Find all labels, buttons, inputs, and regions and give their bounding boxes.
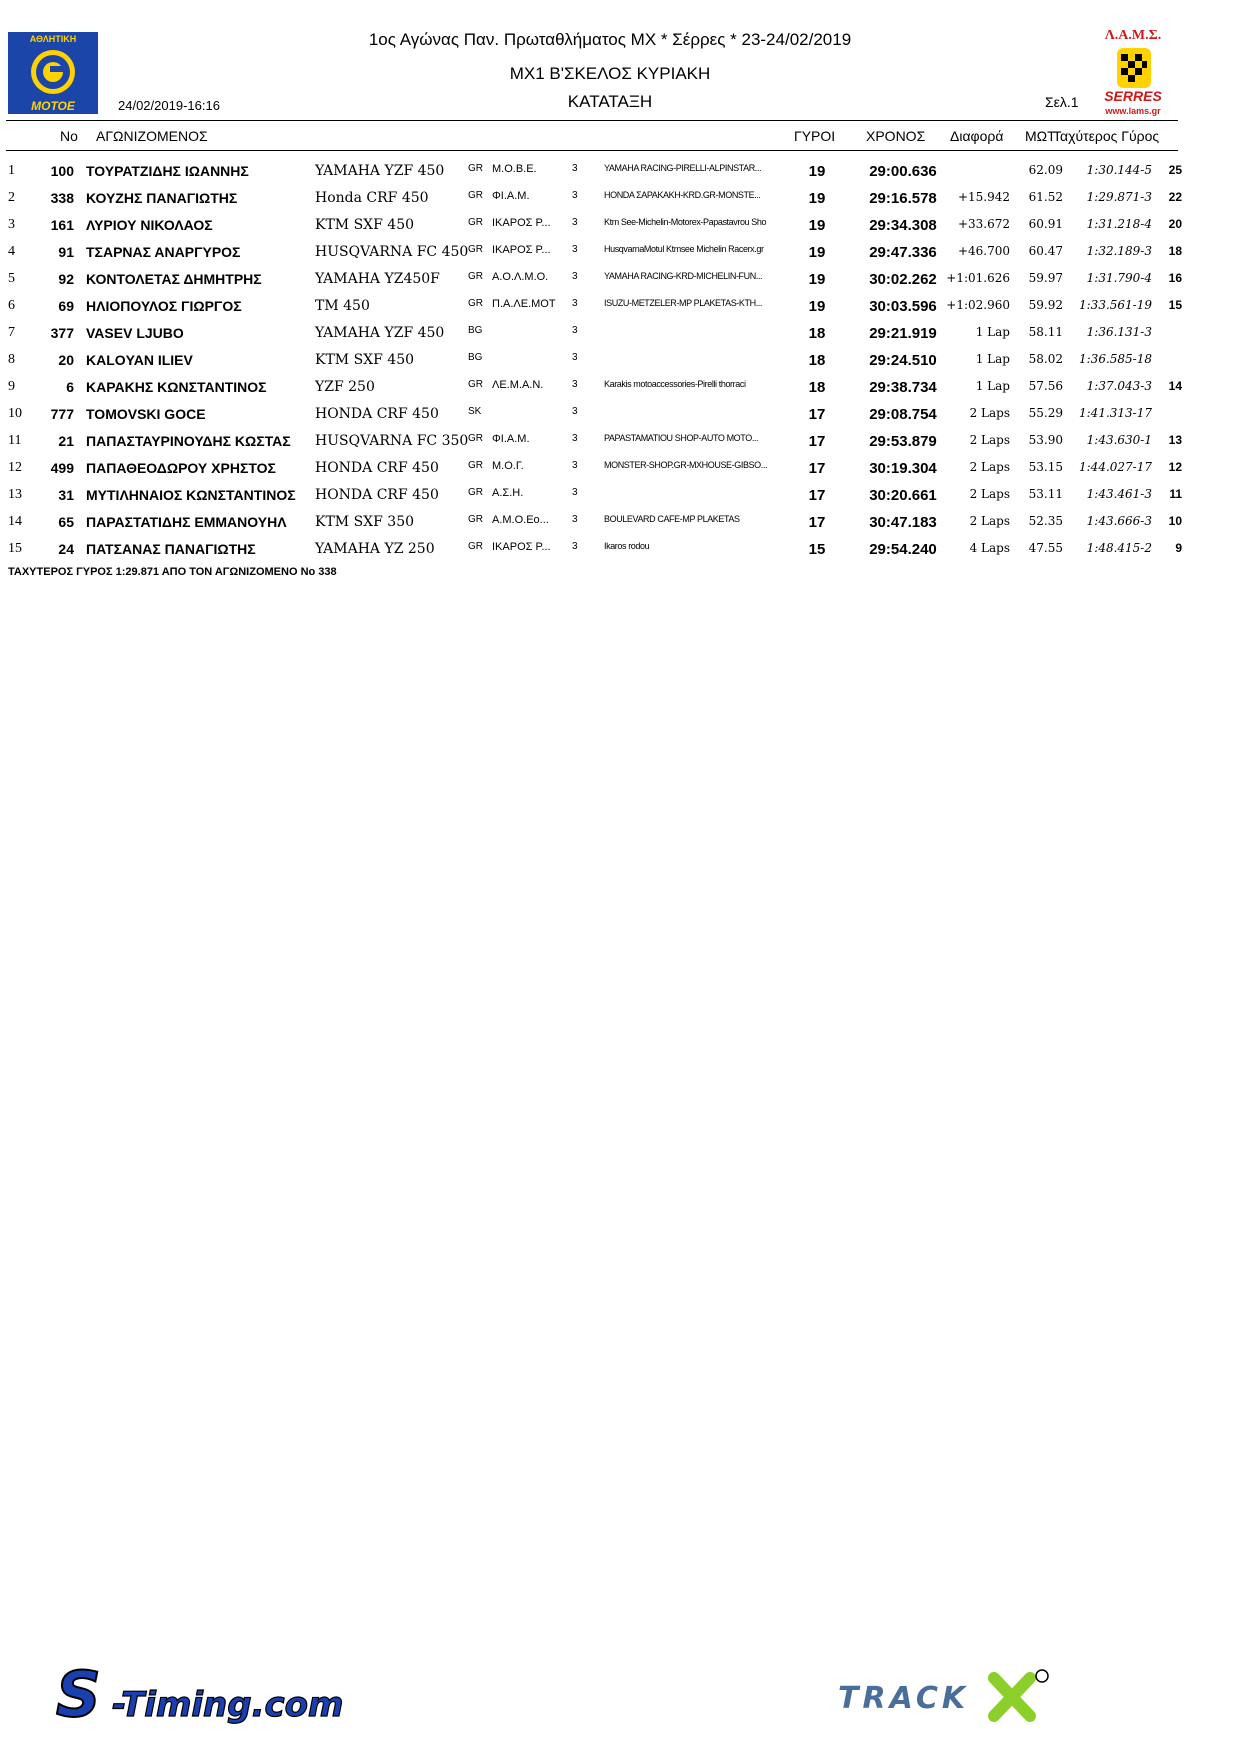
nationality: GR (468, 244, 483, 255)
row-position: 7 (8, 325, 15, 340)
row-position: 12 (8, 460, 22, 475)
class-code: 3 (572, 325, 578, 336)
class-code: 3 (572, 460, 578, 471)
nationality: GR (468, 298, 483, 309)
laps-count: 17 (808, 406, 826, 423)
gap-to-leader: 1 Lap (975, 379, 1010, 393)
gap-to-leader: 2 Laps (969, 514, 1010, 528)
best-lap-time: 1:30.144-5 (1086, 163, 1152, 177)
total-time: 30:03.596 (869, 298, 937, 315)
gap-to-leader: +1:01.626 (946, 271, 1010, 285)
trackx-x-mark (994, 1678, 1030, 1716)
table-row (0, 163, 1240, 189)
row-position: 4 (8, 244, 15, 259)
bike-model: HONDA CRF 450 (315, 460, 439, 476)
rider-number: 65 (58, 514, 74, 530)
nationality: GR (468, 433, 483, 444)
avg-speed: 52.35 (1028, 514, 1063, 528)
team-sponsors: BOULEVARD CAFE-MP PLAKETAS (604, 514, 740, 524)
team-sponsors: ISUZU-METZELER-MP PLAKETAS-KTH... (604, 298, 762, 308)
lams-url: www.lams.gr (1105, 106, 1161, 116)
best-lap-time: 1:33.561-19 (1079, 298, 1152, 312)
gap-to-leader: +33.672 (957, 217, 1010, 231)
rider-name: KALOYAN ILIEV (86, 352, 193, 368)
row-position: 15 (8, 541, 22, 556)
avg-speed: 57.56 (1028, 379, 1063, 393)
bike-model: Honda CRF 450 (315, 190, 429, 206)
best-lap-time: 1:41.313-17 (1079, 406, 1152, 420)
nationality: GR (468, 271, 483, 282)
class-code: 3 (572, 271, 578, 282)
avg-speed: 53.11 (1028, 487, 1063, 501)
class-code: 3 (572, 163, 578, 174)
total-time: 30:47.183 (869, 514, 937, 531)
results-heading: ΚΑΤΑΤΑΞΗ (567, 92, 653, 111)
row-position: 14 (8, 514, 22, 529)
total-time: 29:08.754 (869, 406, 937, 423)
rider-number: 92 (58, 271, 74, 287)
avg-speed: 60.91 (1028, 217, 1063, 231)
table-row (0, 271, 1240, 297)
table-row (0, 433, 1240, 459)
total-time: 29:16.578 (869, 190, 937, 207)
row-position: 13 (8, 487, 22, 502)
rider-number: 91 (58, 244, 74, 260)
team-sponsors: Ktm See-Michelin-Motorex-Papastavrou Sho (604, 217, 767, 227)
laps-count: 17 (808, 487, 826, 504)
class-code: 3 (572, 541, 578, 552)
bike-model: HUSQVARNA FC 450 (315, 244, 469, 260)
best-lap-time: 1:29.871-3 (1086, 190, 1152, 204)
column-header-divider (6, 150, 1178, 151)
team-sponsors: Karakis motoaccessories-Pirelli thorraci (604, 379, 746, 389)
rider-name: ΠΑΡΑΣΤΑΤΙΔΗΣ ΕΜΜΑΝΟΥΗΛ (86, 514, 287, 530)
laps-count: 19 (808, 190, 826, 207)
total-time: 29:34.308 (869, 217, 937, 234)
total-time: 29:47.336 (869, 244, 937, 261)
best-lap-time: 1:31.790-4 (1086, 271, 1152, 285)
table-row (0, 514, 1240, 540)
rider-name: ΜΥΤΙΛΗΝΑΙΟΣ ΚΩΝΣΤΑΝΤΙΝΟΣ (86, 487, 296, 503)
table-row (0, 190, 1240, 216)
avg-speed: 53.15 (1028, 460, 1063, 474)
bike-model: KTM SXF 450 (315, 217, 415, 233)
best-lap-time: 1:37.043-3 (1086, 379, 1152, 393)
nationality: BG (468, 325, 483, 336)
logo-left-top-text: ΑΘΛΗΤΙΚΗ (8, 32, 98, 46)
total-time: 30:02.262 (869, 271, 937, 288)
team-sponsors: MONSTER-SHOP.GR-MXHOUSE-GIBSO... (604, 460, 768, 470)
lams-initials: Λ.Α.Μ.Σ. (1104, 28, 1162, 43)
row-position: 6 (8, 298, 15, 313)
best-lap-time: 1:36.585-18 (1079, 352, 1152, 366)
trackx-logo-text: TRACK (838, 1681, 970, 1716)
bike-model: HONDA CRF 450 (315, 406, 439, 422)
table-row (0, 217, 1240, 243)
nationality: BG (468, 352, 483, 363)
best-lap-number: 14 (1168, 379, 1182, 393)
best-lap-time: 1:43.461-3 (1086, 487, 1152, 501)
total-time: 30:20.661 (869, 487, 937, 504)
lams-serres-text: SERRES (1104, 88, 1162, 104)
avg-speed: 59.92 (1028, 298, 1063, 312)
club-name: ΦΙ.Α.Μ. (492, 433, 530, 445)
best-lap-number: 11 (1169, 487, 1182, 501)
event-title: 1ος Αγώνας Παν. Πρωταθλήματος MX * Σέρρες * 23-24/02/2019 (368, 30, 852, 49)
col-header-best-lap: Ταχύτερος Γύρος (1053, 128, 1160, 144)
best-lap-time: 1:43.666-3 (1086, 514, 1152, 528)
club-name: ΙΚΑΡΟΣ Ρ... (492, 244, 551, 256)
laps-count: 19 (808, 298, 826, 315)
s-timing-logo (54, 1664, 464, 1726)
laps-count: 19 (808, 244, 826, 261)
rider-number: 69 (58, 298, 74, 314)
laps-count: 18 (808, 379, 826, 396)
class-code: 3 (572, 244, 578, 255)
club-name: Μ.Ο.Γ. (492, 460, 524, 472)
bike-model: YAMAHA YZF 450 (315, 325, 445, 341)
nationality: GR (468, 190, 483, 201)
laps-count: 19 (808, 217, 826, 234)
team-sponsors: YAMAHA RACING-PIRELLI-ALPINSTAR... (604, 163, 762, 173)
total-time: 29:38.734 (869, 379, 937, 396)
col-header-no: No (60, 128, 78, 144)
page-number: Σελ.1 (1045, 94, 1079, 110)
total-time: 29:53.879 (869, 433, 937, 450)
rider-name: ΛΥΡΙΟΥ ΝΙΚΟΛΑΟΣ (86, 217, 213, 233)
bike-model: TM 450 (315, 298, 370, 314)
gap-to-leader: 1 Lap (975, 352, 1010, 366)
best-lap-number: 20 (1168, 217, 1182, 231)
laps-count: 19 (808, 163, 826, 180)
gap-to-leader: +15.942 (957, 190, 1010, 204)
rider-name: ΠΑΠΑΘΕΟΔΩΡΟΥ ΧΡΗΣΤΟΣ (86, 460, 276, 476)
laps-count: 17 (808, 433, 826, 450)
club-name: ΙΚΑΡΟΣ Ρ... (492, 541, 551, 553)
bike-model: YZF 250 (315, 379, 375, 395)
team-sponsors: HONDA ΣΑΡΑΚΑΚΗ-KRD.GR-MONSTE... (604, 190, 761, 200)
col-header-name: ΑΓΩΝΙΖΟΜΕΝΟΣ (96, 128, 208, 144)
best-lap-number: 25 (1168, 163, 1182, 177)
col-header-time: ΧΡΟΝΟΣ (866, 128, 926, 144)
avg-speed: 53.90 (1028, 433, 1063, 447)
best-lap-number: 16 (1168, 271, 1182, 285)
rider-name: ΚΑΡΑΚΗΣ ΚΩΝΣΤΑΝΤΙΝΟΣ (86, 379, 267, 395)
club-name: Π.Α.ΛΕ.ΜΟΤ (492, 298, 556, 310)
row-position: 9 (8, 379, 15, 394)
row-position: 5 (8, 271, 15, 286)
team-sponsors: Ikaros rodou (604, 541, 650, 551)
class-code: 3 (572, 190, 578, 201)
bike-model: KTM SXF 350 (315, 514, 415, 530)
rider-name: VASEV LJUBO (86, 325, 184, 341)
best-lap-time: 1:44.027-17 (1079, 460, 1152, 474)
nationality: GR (468, 163, 483, 174)
col-header-speed: ΜΩΤ (1025, 128, 1056, 144)
gap-to-leader: +46.700 (957, 244, 1010, 258)
gap-to-leader: 1 Lap (975, 325, 1010, 339)
laps-count: 18 (808, 325, 826, 342)
rider-number: 338 (50, 190, 74, 206)
s-timing-logo-s: S (56, 1664, 101, 1726)
best-lap-number: 22 (1168, 190, 1182, 204)
best-lap-number: 15 (1168, 298, 1182, 312)
trackx-logo (834, 1664, 1134, 1724)
row-position: 2 (8, 190, 15, 205)
col-header-laps: ΓΥΡΟΙ (794, 128, 836, 144)
bike-model: HONDA CRF 450 (315, 487, 439, 503)
total-time: 29:21.919 (869, 325, 937, 342)
rider-number: 777 (50, 406, 74, 422)
laps-count: 19 (808, 271, 826, 288)
laps-count: 18 (808, 352, 826, 369)
row-position: 8 (8, 352, 15, 367)
table-row (0, 244, 1240, 270)
laps-count: 17 (808, 514, 826, 531)
row-position: 10 (8, 406, 22, 421)
class-code: 3 (572, 352, 578, 363)
rider-name: ΤΟΥΡΑΤΖΙΔΗΣ ΙΩΑΝΝΗΣ (86, 163, 249, 179)
best-lap-number: 10 (1168, 514, 1182, 528)
avg-speed: 55.29 (1028, 406, 1063, 420)
club-name: Α.Μ.Ο.Εο... (492, 514, 549, 526)
table-row (0, 298, 1240, 324)
avg-speed: 62.09 (1028, 163, 1063, 177)
rider-number: 20 (58, 352, 74, 368)
class-code: 3 (572, 487, 578, 498)
nationality: GR (468, 514, 483, 525)
bike-model: YAMAHA YZ450F (315, 271, 440, 287)
avg-speed: 58.02 (1028, 352, 1063, 366)
best-lap-time: 1:32.189-3 (1086, 244, 1152, 258)
table-row (0, 325, 1240, 351)
rider-number: 31 (58, 487, 74, 503)
rider-name: ΤΣΑΡΝΑΣ ΑΝΑΡΓΥΡΟΣ (86, 244, 241, 260)
best-lap-number: 12 (1168, 460, 1182, 474)
rider-name: ΚΟΥΖΗΣ ΠΑΝΑΓΙΩΤΗΣ (86, 190, 238, 206)
gap-to-leader: 2 Laps (969, 406, 1010, 420)
team-sponsors: YAMAHA RACING-KRD-MICHELIN-FUN... (604, 271, 763, 281)
avg-speed: 47.55 (1028, 541, 1063, 555)
team-sponsors: PAPASTAMATIOU SHOP-AUTO MOTO... (604, 433, 759, 443)
rider-number: 499 (50, 460, 74, 476)
fastest-lap-note: ΤΑΧΥΤΕΡΟΣ ΓΥΡΟΣ 1:29.871 ΑΠΟ ΤΟΝ ΑΓΩΝΙΖΟΜΕΝΟ Νο 338 (8, 566, 337, 578)
class-code: 3 (572, 433, 578, 444)
gap-to-leader: 2 Laps (969, 487, 1010, 501)
race-subtitle: MX1 Β'ΣΚΕΛΟΣ ΚΥΡΙΑΚΗ (509, 64, 711, 83)
team-sponsors: HusqvarnaMotul Ktmsee Michelin Racerx.gr (604, 244, 764, 254)
club-name: ΦΙ.Α.Μ. (492, 190, 530, 202)
gap-to-leader: 2 Laps (969, 433, 1010, 447)
club-name: Α.Ο.Λ.Μ.Ο. (492, 271, 549, 283)
lams-logo (1092, 28, 1174, 118)
bike-model: YAMAHA YZF 450 (315, 163, 445, 179)
rider-name: TOMOVSKI GOCE (86, 406, 206, 422)
best-lap-number: 13 (1168, 433, 1182, 447)
rider-number: 21 (58, 433, 74, 449)
table-row (0, 487, 1240, 513)
laps-count: 17 (808, 460, 826, 477)
nationality: GR (468, 460, 483, 471)
print-datetime: 24/02/2019-16:16 (118, 98, 220, 113)
bike-model: HUSQVARNA FC 350 (315, 433, 469, 449)
class-code: 3 (572, 379, 578, 390)
bike-model: YAMAHA YZ 250 (315, 541, 435, 557)
rider-name: ΚΟΝΤΟΛΕΤΑΣ ΔΗΜΗΤΡΗΣ (86, 271, 262, 287)
rider-number: 377 (50, 325, 74, 341)
nationality: GR (468, 541, 483, 552)
nationality: GR (468, 379, 483, 390)
best-lap-time: 1:48.415-2 (1086, 541, 1152, 555)
total-time: 29:54.240 (869, 541, 937, 558)
header-divider (6, 120, 1178, 121)
avg-speed: 61.52 (1028, 190, 1063, 204)
bike-model: KTM SXF 450 (315, 352, 415, 368)
avg-speed: 59.97 (1028, 271, 1063, 285)
table-row (0, 406, 1240, 432)
class-code: 3 (572, 514, 578, 525)
best-lap-number: 9 (1175, 541, 1182, 555)
class-code: 3 (572, 298, 578, 309)
avg-speed: 60.47 (1028, 244, 1063, 258)
best-lap-time: 1:36.131-3 (1086, 325, 1152, 339)
rider-number: 161 (50, 217, 74, 233)
gap-to-leader: 4 Laps (969, 541, 1010, 555)
gap-to-leader: +1:02.960 (946, 298, 1010, 312)
total-time: 30:19.304 (869, 460, 937, 477)
rider-name: ΠΑΠΑΣΤΑΥΡΙΝΟΥΔΗΣ ΚΩΣΤΑΣ (86, 433, 291, 449)
col-header-diff: Διαφορά (950, 128, 1004, 144)
avg-speed: 58.11 (1028, 325, 1063, 339)
gap-to-leader: 2 Laps (969, 460, 1010, 474)
logo-left-bottom-text: ΜΟΤΟΕ (8, 98, 98, 114)
table-row (0, 352, 1240, 378)
club-name: Μ.Ο.Β.Ε. (492, 163, 537, 175)
rider-number: 24 (58, 541, 74, 557)
club-name: ΛΕ.Μ.Α.Ν. (492, 379, 544, 391)
best-lap-number: 18 (1168, 244, 1182, 258)
row-position: 3 (8, 217, 15, 232)
total-time: 29:24.510 (869, 352, 937, 369)
total-time: 29:00.636 (869, 163, 937, 180)
row-position: 1 (8, 163, 15, 178)
nationality: GR (468, 487, 483, 498)
class-code: 3 (572, 406, 578, 417)
nationality: SK (468, 406, 482, 417)
table-row (0, 460, 1240, 486)
table-row (0, 541, 1240, 567)
table-row (0, 379, 1240, 405)
club-name: ΙΚΑΡΟΣ Ρ... (492, 217, 551, 229)
checkered-flag-icon (1117, 48, 1151, 88)
best-lap-time: 1:43.630-1 (1086, 433, 1152, 447)
registered-icon (1036, 1670, 1048, 1682)
rider-number: 100 (50, 163, 74, 179)
class-code: 3 (572, 217, 578, 228)
laps-count: 15 (808, 541, 826, 558)
club-name: Α.Σ.Η. (492, 487, 524, 499)
row-position: 11 (8, 433, 22, 448)
rider-name: ΠΑΤΣΑΝΑΣ ΠΑΝΑΓΙΩΤΗΣ (86, 541, 256, 557)
nationality: GR (468, 217, 483, 228)
rider-number: 6 (66, 379, 74, 395)
best-lap-time: 1:31.218-4 (1086, 217, 1152, 231)
rider-name: ΗΛΙΟΠΟΥΛΟΣ ΓΙΩΡΓΟΣ (86, 298, 242, 314)
s-timing-logo-text: -Timing.com (112, 1685, 344, 1725)
